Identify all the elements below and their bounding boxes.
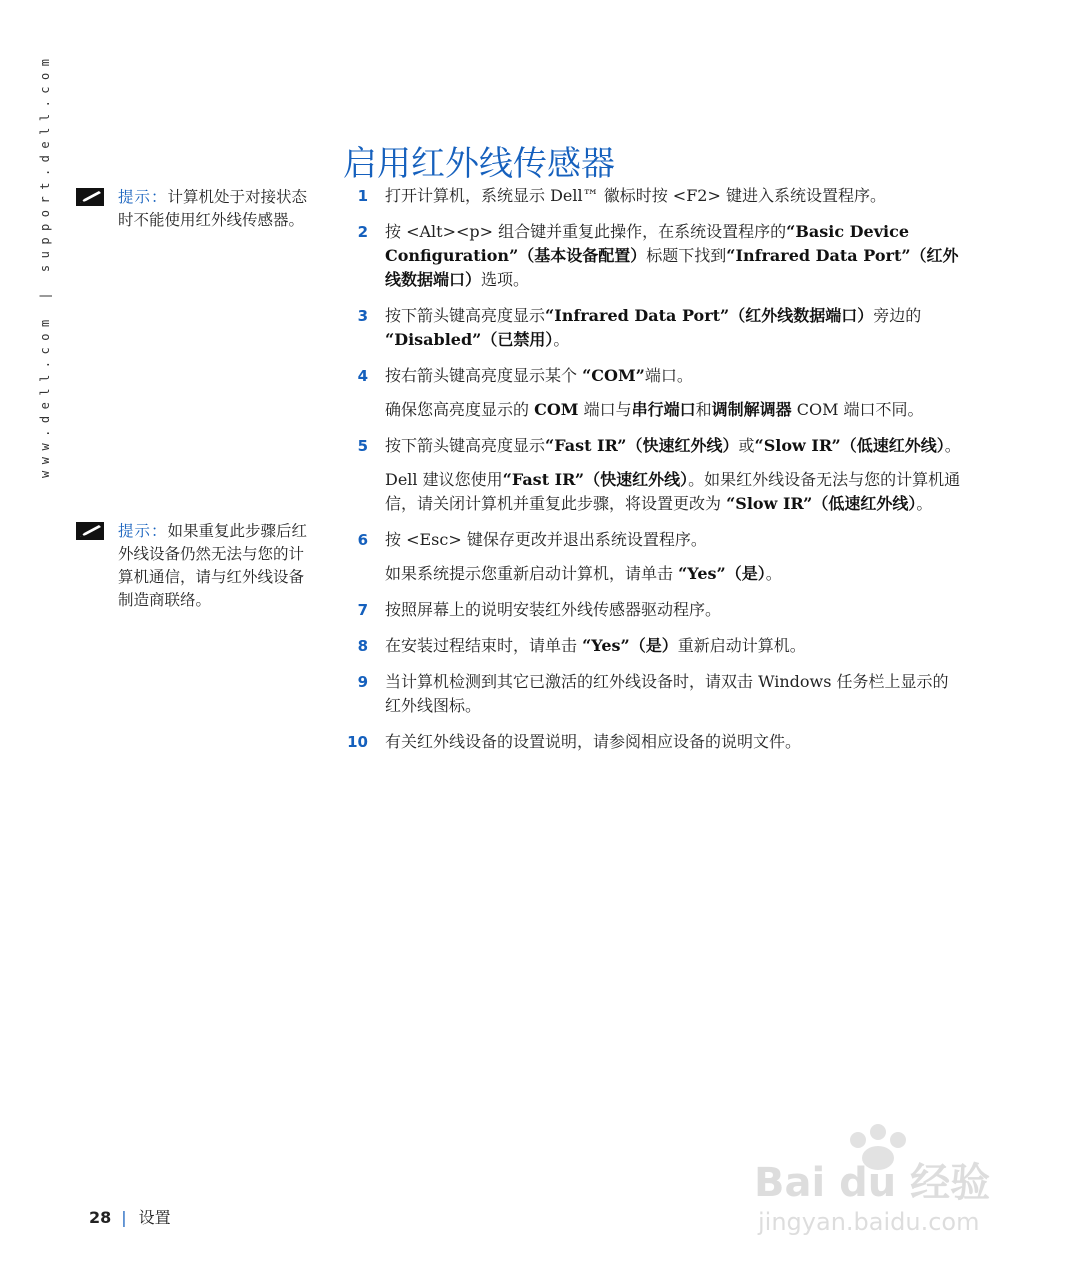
note-1 <box>76 186 316 232</box>
step-10 <box>343 730 963 754</box>
bold-text: 调制解调器 <box>711 400 792 419</box>
step-1 <box>343 184 963 208</box>
step-number: 8 <box>357 637 368 655</box>
step-text: 。 <box>944 436 961 455</box>
para-text: 端口与 <box>578 400 632 419</box>
step-number: 5 <box>357 437 368 455</box>
bold-text: “Slow IR”（低速红外线） <box>726 494 917 513</box>
step-number: 1 <box>357 187 368 205</box>
note-text: 计算机处于对接状态时不能使用红外线传感器。 <box>118 188 308 229</box>
bold-text: “Fast IR”（快速红外线） <box>502 470 689 489</box>
step-text: 标题下找到 <box>646 246 727 265</box>
step-number: 7 <box>357 601 368 619</box>
step-text: 打开计算机，系统显示 Dell™ 徽标时按 <F2> 键进入系统设置程序。 <box>385 186 886 205</box>
page-title: 启用红外线传感器 <box>343 144 615 184</box>
bold-text: “Disabled”（已禁用） <box>385 330 554 349</box>
step-number: 9 <box>357 673 368 691</box>
watermark-brand: Bai du 经验 <box>754 1160 991 1206</box>
bold-text: “Yes”（是） <box>678 564 766 583</box>
note-pencil-icon <box>76 522 104 540</box>
step-text: 在安装过程结束时，请单击 <box>385 636 583 655</box>
step-number: 4 <box>357 367 368 385</box>
watermark-url: jingyan.baidu.com <box>758 1208 980 1236</box>
step-7 <box>343 598 963 622</box>
step-6 <box>343 528 963 552</box>
para-text: COM 端口不同。 <box>791 400 924 419</box>
step-text: 按照屏幕上的说明安装红外线传感器驱动程序。 <box>385 600 722 619</box>
bold-text: “Infrared Data Port”（红外线数据端口） <box>385 246 959 289</box>
bold-text: COM <box>534 400 579 419</box>
step-text: 。 <box>553 330 570 349</box>
step-number: 6 <box>357 531 368 549</box>
step-4-detail <box>343 398 963 422</box>
note-label: 提示： <box>118 522 168 540</box>
step-text: 或 <box>738 436 755 455</box>
bold-text: “Slow IR”（低速红外线） <box>754 436 945 455</box>
steps-list <box>343 184 963 766</box>
note-2 <box>76 520 316 612</box>
step-5-detail <box>343 468 963 516</box>
side-url: www.dell.com | support.dell.com <box>38 52 52 478</box>
step-3 <box>343 304 963 352</box>
para-text: 如果系统提示您重新启动计算机，请单击 <box>385 564 679 583</box>
footer-separator: | <box>121 1208 127 1227</box>
step-text: 有关红外线设备的设置说明，请参阅相应设备的说明文件。 <box>385 732 802 751</box>
step-text: 旁边的 <box>873 306 922 325</box>
note-label: 提示： <box>118 188 168 206</box>
step-text: 选项。 <box>481 270 530 289</box>
page-number: 28 <box>89 1208 112 1227</box>
para-text: 确保您高亮度显示的 <box>385 400 535 419</box>
step-9 <box>343 670 963 718</box>
step-number: 3 <box>357 307 368 325</box>
step-text: 按右箭头键高亮度显示某个 <box>385 366 583 385</box>
note-text: 如果重复此步骤后红外线设备仍然无法与您的计算机通信，请与红外线设备制造商联络。 <box>118 522 308 609</box>
step-text: 按下箭头键高亮度显示 <box>385 436 546 455</box>
step-text: 按 <Alt><p> 组合键并重复此操作，在系统设置程序的 <box>385 222 787 241</box>
para-text: 和 <box>695 400 712 419</box>
step-5 <box>343 434 963 458</box>
baidu-watermark <box>748 1118 1008 1243</box>
step-text: 重新启动计算机。 <box>677 636 806 655</box>
page-footer <box>89 1205 171 1228</box>
step-4 <box>343 364 963 388</box>
para-text: 。 <box>765 564 782 583</box>
note-pencil-icon <box>76 188 104 206</box>
step-text: 当计算机检测到其它已激活的红外线设备时，请双击 Windows 任务栏上显示的红外线图标。 <box>385 672 949 715</box>
step-8 <box>343 634 963 658</box>
bold-text: “COM” <box>582 366 645 385</box>
para-text: 。如果红外线设备无法与您的计算机通信，请关闭计算机并重复此步骤，将设置更改为 <box>385 470 961 513</box>
step-number: 2 <box>357 223 368 241</box>
step-2 <box>343 220 963 292</box>
bold-text: “Basic Device Configuration”（基本设备配置） <box>385 222 909 265</box>
section-name: 设置 <box>138 1208 171 1227</box>
bold-text: “Fast IR”（快速红外线） <box>545 436 739 455</box>
step-text: 按下箭头键高亮度显示 <box>385 306 546 325</box>
para-text: 。 <box>916 494 933 513</box>
step-6-detail <box>343 562 963 586</box>
bold-text: “Infrared Data Port”（红外线数据端口） <box>545 306 874 325</box>
bold-text: 串行端口 <box>631 400 696 419</box>
bold-text: “Yes”（是） <box>582 636 678 655</box>
step-text: 按 <Esc> 键保存更改并退出系统设置程序。 <box>385 530 707 549</box>
step-text: 端口。 <box>644 366 693 385</box>
para-text: Dell 建议您使用 <box>385 470 503 489</box>
step-number: 10 <box>347 733 368 751</box>
